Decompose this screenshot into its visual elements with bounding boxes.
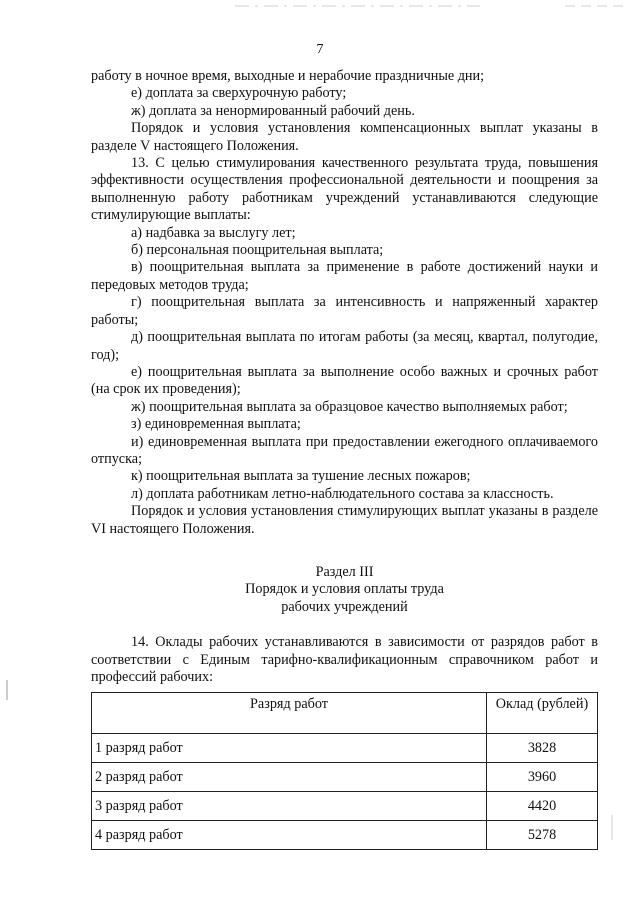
paragraph: Порядок и условия установления компенсационных выплат указаны в разделе V настоящего Положения. — [91, 120, 598, 154]
page-number: 7 — [316, 42, 324, 57]
list-item: е) поощрительная выплата за выполнение особо важных и срочных работ (на срок их проведения); — [91, 363, 598, 398]
paragraph-14: 14. Оклады рабочих устанавливаются в зависимости от разрядов работ в соответствии с Единым тарифно-квалификационным справочником работ и профессий рабочих: — [91, 634, 598, 685]
list-item: б) персональная поощрительная выплата; — [131, 242, 384, 259]
table-row — [92, 792, 598, 821]
salary-cell: 5278 — [487, 821, 598, 850]
list-item: л) доплата работникам летно-наблюдательного состава за классность. — [131, 485, 554, 502]
section-label: Раздел III — [315, 563, 374, 580]
list-item: ж) доплата за ненормированный рабочий день. — [131, 102, 415, 119]
section-title-line2: рабочих учреждений — [281, 598, 408, 615]
list-item: в) поощрительная выплата за применение в работе достижений науки и передовых методов труда; — [91, 259, 598, 293]
salary-table — [91, 692, 598, 850]
list-item: а) надбавка за выслугу лет; — [131, 224, 296, 241]
list-item: е) доплата за сверхурочную работу; — [131, 85, 347, 102]
salary-cell: 3960 — [487, 763, 598, 792]
list-item: г) поощрительная выплата за интенсивность и напряженный характер работы; — [91, 294, 598, 328]
grade-cell: 1 разряд работ — [92, 734, 487, 763]
list-item: к) поощрительная выплата за тушение лесных пожаров; — [131, 468, 471, 485]
column-header-salary: Оклад (рублей) — [487, 693, 598, 734]
list-item: д) поощрительная выплата по итогам работы (за месяц, квартал, полугодие, год); — [91, 329, 598, 363]
document-body — [91, 68, 598, 850]
salary-cell: 4420 — [487, 792, 598, 821]
section-title-line1: Порядок и условия оплаты труда — [245, 581, 444, 598]
salary-cell: 3828 — [487, 734, 598, 763]
list-item: ж) поощрительная выплата за образцовое качество выполняемых работ; — [131, 398, 568, 415]
grade-cell: 4 разряд работ — [92, 821, 487, 850]
grade-cell: 2 разряд работ — [92, 763, 487, 792]
table-header-row — [92, 693, 598, 734]
list-item: и) единовременная выплата при предоставлении ежегодного оплачиваемого отпуска; — [91, 433, 598, 467]
paragraph: работу в ночное время, выходные и нерабочие праздничные дни; — [91, 68, 485, 84]
table-row — [92, 734, 598, 763]
list-item: з) единовременная выплата; — [131, 416, 301, 433]
table-row — [92, 763, 598, 792]
column-header-grade: Разряд работ — [92, 693, 487, 734]
paragraph-13: 13. С целью стимулирования качественного результата труда, повышения эффективности осуществления профессиональной деятельности и поощрения за выполненную работу работникам учреждений устанавливаются следующие стимулирующие выплаты: — [91, 155, 598, 224]
table-row — [92, 821, 598, 850]
grade-cell: 3 разряд работ — [92, 792, 487, 821]
paragraph: Порядок и условия установления стимулирующих выплат указаны в разделе VI настоящего Положения. — [91, 503, 598, 537]
